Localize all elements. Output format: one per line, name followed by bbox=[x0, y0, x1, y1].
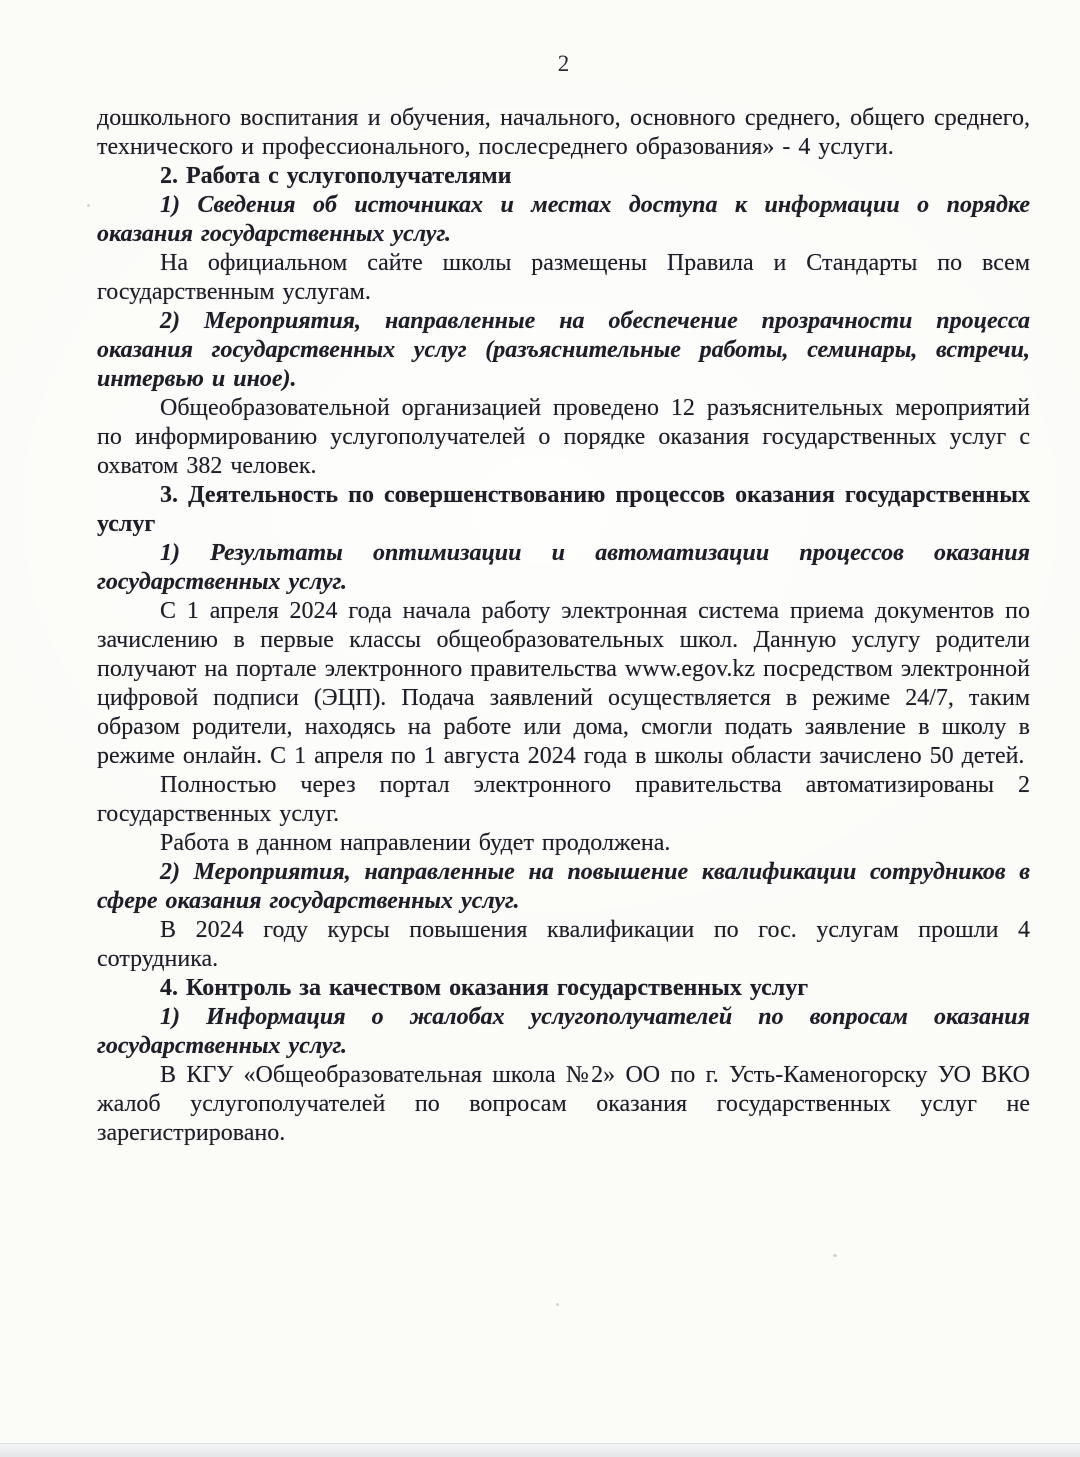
subitem-3-2-staff-qualification-measures: 2) Мероприятия, направленные на повышение квалификации сотрудников в сфере оказания государственных услуг. bbox=[97, 859, 1030, 914]
section-heading-2-work-with-service-recipients: 2. Работа с услугополучателями bbox=[160, 163, 512, 189]
scan-speck bbox=[833, 1254, 837, 1257]
subitem-2-1-information-sources: 1) Сведения об источниках и местах доступа к информации о порядке оказания государственных услуг. bbox=[97, 192, 1030, 247]
scan-speck bbox=[556, 1303, 559, 1306]
paragraph-2-services-automated: Полностью через портал электронного правительства автоматизированы 2 государственных услуг. bbox=[97, 772, 1030, 827]
paragraph-work-will-continue: Работа в данном направлении будет продолжена. bbox=[160, 830, 671, 856]
paragraph-no-complaints-registered: В КГУ «Общеобразовательная школа №2» ОО по г. Усть-Каменогорску УО ВКО жалоб услугополучателей по вопросам оказания государственных услуг не зарегистрировано. bbox=[97, 1062, 1030, 1146]
subitem-4-1-complaints-information: 1) Информация о жалобах услугополучателей по вопросам оказания государственных услуг. bbox=[97, 1004, 1030, 1059]
subitem-2-2-transparency-measures: 2) Мероприятия, направленные на обеспечение прозрачности процесса оказания государственных услуг (разъяснительные работы, семинары, встречи, интервью и иное). bbox=[97, 308, 1030, 392]
page-number: 2 bbox=[557, 51, 570, 76]
section-heading-4-quality-control: 4. Контроль за качеством оказания государственных услуг bbox=[160, 975, 809, 1001]
paragraph-electronic-enrollment-system: С 1 апреля 2024 года начала работу электронная система приема документов по зачислению в первые классы общеобразовательных школ. Данную услугу родители получают на портале электронного правительства www.egov.kz посредством электронной цифровой подписи (ЭЦП). Подача заявлений осуществляется в режиме 24/7, таким образом родители, находясь на работе или дома, смогли подать заявление в школу в режиме онлайн. С 1 апреля по 1 августа 2024 года в школы области зачислено 50 детей. bbox=[97, 598, 1030, 769]
paragraph-12-explanatory-events: Общеобразовательной организацией проведено 12 разъяснительных мероприятий по информированию услугополучателей о порядке оказания государственных услуг с охватом 382 человек. bbox=[97, 395, 1030, 479]
paragraph-4-employees-trained: В 2024 году курсы повышения квалификации по гос. услугам прошли 4 сотрудника. bbox=[97, 917, 1030, 972]
paragraph-official-site-rules-standards: На официальном сайте школы размещены Правила и Стандарты по всем государственным услугам. bbox=[97, 250, 1030, 305]
scan-speck bbox=[87, 204, 90, 207]
paragraph-continuation-services-list: дошкольного воспитания и обучения, начального, основного среднего, общего среднего, технического и профессионального, послесреднего образования» - 4 услуги. bbox=[97, 105, 1030, 160]
subitem-3-1-optimization-automation-results: 1) Результаты оптимизации и автоматизации процессов оказания государственных услуг. bbox=[97, 540, 1030, 595]
document-text-block bbox=[97, 0, 1030, 1148]
scan-bottom-edge bbox=[0, 1443, 1080, 1457]
section-heading-3-process-improvement: 3. Деятельность по совершенствованию процессов оказания государственных услуг bbox=[97, 482, 1030, 537]
